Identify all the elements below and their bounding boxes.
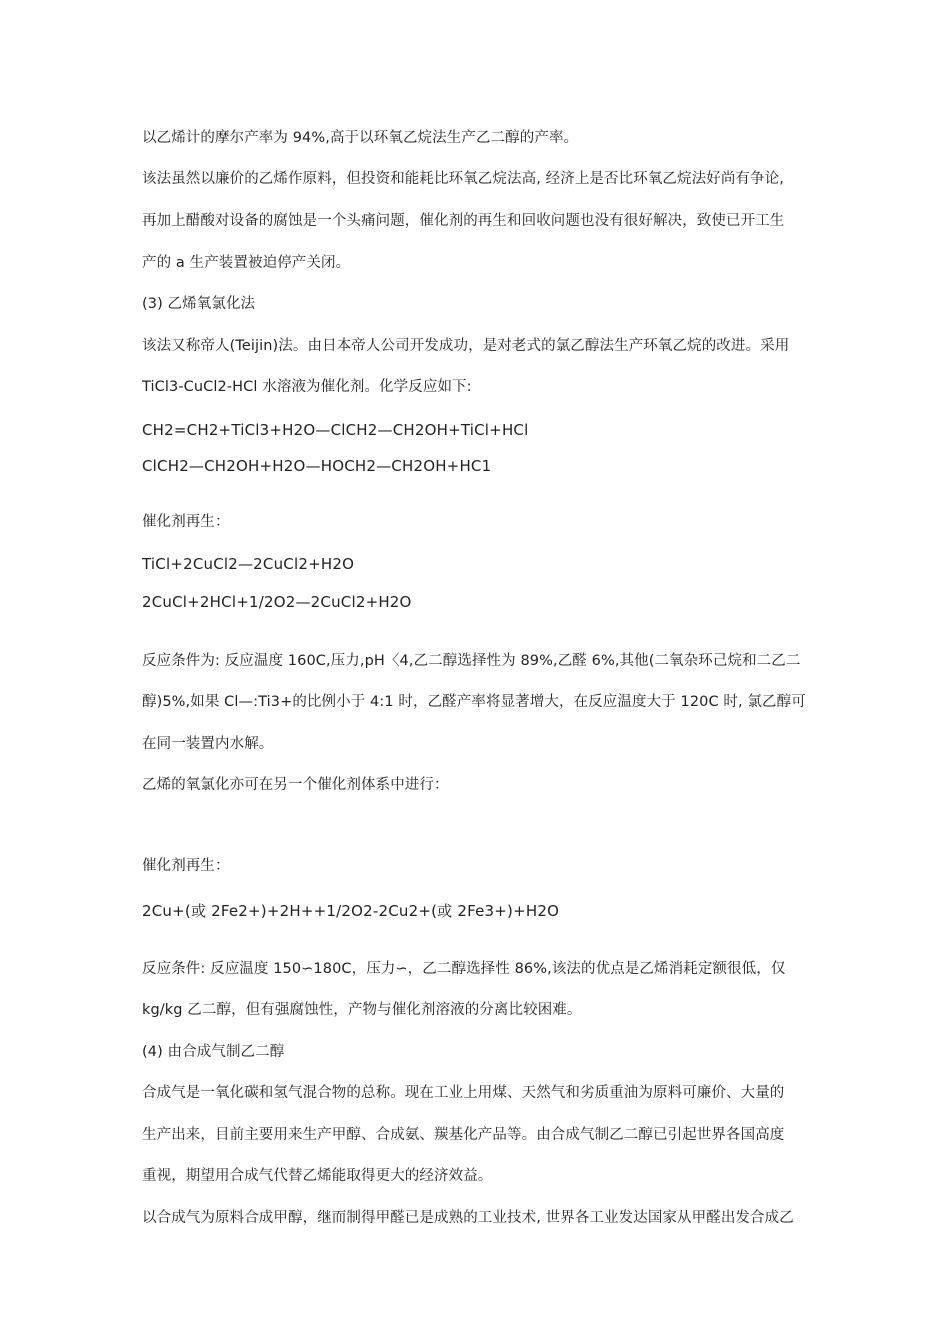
paragraph-line: 醇)5%,如果 Cl—:Ti3+的比例小于 4:1 时，乙醛产率将显著增大，在反应温度大于 120C 时, 氯乙醇可 <box>142 694 806 710</box>
paragraph-line: 催化剂再生： <box>142 514 230 530</box>
chemical-equation: TiCl+2CuCl2—2CuCl2+H2O <box>142 555 355 573</box>
section-heading: (4) 由合成气制乙二醇 <box>142 1044 285 1060</box>
paragraph-line: kg/kg 乙二醇，但有强腐蚀性，产物与催化剂溶液的分离比较困难。 <box>142 1002 582 1018</box>
paragraph-line: 合成气是一氧化碳和氢气混合物的总称。现在工业上用煤、天然气和劣质重油为原料可廉价、大量的 <box>142 1085 785 1101</box>
chemical-equation: ClCH2—CH2OH+H2O—HOCH2—CH2OH+HC1 <box>142 457 492 475</box>
paragraph-line: 重视，期望用合成气代替乙烯能取得更大的经济效益。 <box>142 1168 493 1184</box>
paragraph-line: 以乙烯计的摩尔产率为 94%,高于以环氧乙烷法生产乙二醇的产率。 <box>142 130 579 146</box>
paragraph-line: 该法虽然以廉价的乙烯作原料，但投资和能耗比环氧乙烷法高, 经济上是否比环氧乙烷法好尚有争论, <box>142 171 784 187</box>
paragraph-line: 在同一装置内水解。 <box>142 736 274 752</box>
paragraph-line: 以合成气为原料合成甲醇，继而制得甲醛已是成熟的工业技术, 世界各工业发达国家从甲醛出发合成乙 <box>142 1210 794 1226</box>
chemical-equation: CH2=CH2+TiCl3+H2O—ClCH2—CH2OH+TiCl+HCl <box>142 421 529 439</box>
paragraph-line: 催化剂再生： <box>142 858 230 874</box>
paragraph-line: 反应条件: 反应温度 150∽180C，压力∽，乙二醇选择性 86%,该法的优点是乙烯消耗定额很低，仅 <box>142 961 786 977</box>
paragraph-line: 反应条件为: 反应温度 160C,压力,pH〈4,乙二醇选择性为 89%,乙醛 6%,其他(二氧杂环己烷和二乙二 <box>142 653 801 669</box>
paragraph-line: 乙烯的氧氯化亦可在另一个催化剂体系中进行： <box>142 777 449 793</box>
paragraph-line: 产的 a 生产装置被迫停产关闭。 <box>142 255 351 271</box>
chemical-equation: 2CuCl+2HCl+1/2O2—2CuCl2+H2O <box>142 593 412 611</box>
paragraph-line: TiCl3-CuCl2-HCl 水溶液为催化剂。化学反应如下: <box>142 379 472 395</box>
paragraph-line: 再加上醋酸对设备的腐蚀是一个头痛问题，催化剂的再生和回收问题也没有很好解决，致使已开工生 <box>142 213 785 229</box>
paragraph-line: 生产出来，目前主要用来生产甲醇、合成氨、羰基化产品等。由合成气制乙二醇已引起世界各国高度 <box>142 1127 785 1143</box>
chemical-equation: 2Cu+(或 2Fe2+)+2H++1/2O2-2Cu2+(或 2Fe3+)+H2O <box>142 902 560 920</box>
paragraph-line: 该法又称帝人(Teijin)法。由日本帝人公司开发成功，是对老式的氯乙醇法生产环氧乙烷的改进。采用 <box>142 338 790 354</box>
section-heading: (3) 乙烯氧氯化法 <box>142 296 256 312</box>
